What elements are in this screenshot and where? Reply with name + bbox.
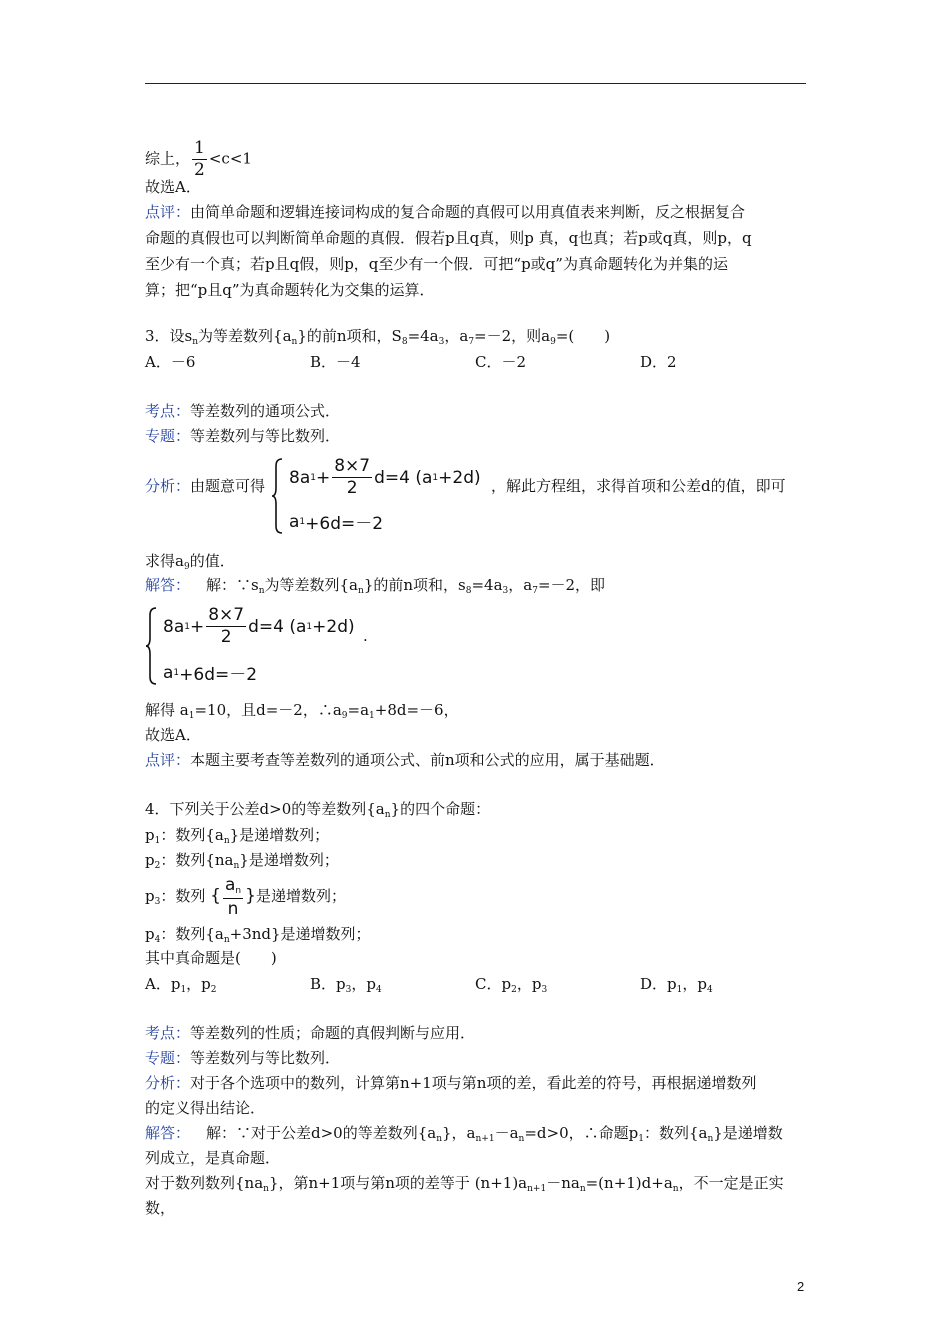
question-4-prompt: 其中真命题是( ): [145, 949, 277, 967]
page-number: 2: [797, 1279, 805, 1294]
equation-system-1: [271, 458, 481, 534]
proposition-p1: $p_1$：数列$\{a_n\}$是递增数列；: [145, 826, 330, 846]
jieda-q3-result: 解得 $a_1=10$，且d=－2，$\therefore a_9=a_1+8d=-6$，: [145, 701, 459, 721]
fenxi-tag: 分析：: [145, 1074, 191, 1092]
fraction-half: [192, 140, 207, 179]
left-brace-icon: [145, 607, 157, 685]
review-tag: 点评：: [145, 203, 191, 221]
equation-row-2: a 1 +6d=－2: [289, 511, 384, 534]
answer-line-q3: 故选A．: [145, 726, 201, 744]
header-rule: [145, 83, 806, 84]
option-a: A．－6: [145, 353, 196, 371]
option-d: D．2: [640, 353, 677, 371]
review-q2-line1: [145, 202, 745, 222]
fenxi-q3-end: 求得$a_9$的值．: [145, 552, 235, 572]
option-d: D．$p_1$，$p_4$: [640, 975, 713, 995]
question-4: 4．下列关于公差d>0的等差数列$\{a_n\}$的四个命题：: [145, 800, 491, 820]
question-3-options: [145, 352, 810, 372]
jieda-q4-line1: 解答： 解：∵对于公差d>0的等差数列$\{a_n\}$，$a_{n+1}-a_n=d>0$，∴命题$p_1$：数列$\{a_n\}$是递增数: [145, 1124, 783, 1144]
fenxi-q4-line1: 分析：对于各个选项中的数列，计算第n+1项与第n项的差，看此差的符号，再根据递增数列: [145, 1074, 757, 1092]
left-brace-icon: [271, 458, 283, 534]
jieda-q4-line3: 对于数列数列$\{na_n\}$，第n+1项与第n项的差等于 $(n+1)a_{n+1}-na_n=(n+1)d+a_n$，不一定是正实: [145, 1174, 784, 1194]
zhuanti-q3: 专题：等差数列与等比数列．: [145, 427, 341, 445]
zhuanti-tag: 专题：: [145, 1049, 191, 1067]
kaodian-tag: 考点：: [145, 1024, 191, 1042]
fenxi-tag: 分析：: [145, 477, 191, 495]
kaodian-q4: 考点：等差数列的性质；命题的真假判断与应用．: [145, 1024, 476, 1042]
jieda-q4-line4: 数，: [145, 1199, 176, 1217]
summary-prefix: 综上，: [145, 149, 191, 168]
equation-period: .: [363, 627, 368, 645]
kaodian-tag: 考点：: [145, 402, 191, 420]
fenxi-q3-lead: 分析：由题意可得: [145, 477, 266, 495]
review-q3: 点评：本题主要考查等差数列的通项公式、前n项和公式的应用，属于基础题．: [145, 751, 665, 769]
review-text: 由简单命题和逻辑连接词构成的复合命题的真假可以用真值表来判断，反之根据复合: [190, 203, 746, 221]
proposition-p3: $p_3$：数列 { $\frac{a_n}{n}$ }是递增数列；: [145, 874, 346, 919]
fraction-den: 2: [194, 160, 205, 180]
zhuanti-q4: 专题：等差数列与等比数列．: [145, 1049, 341, 1067]
jieda-q4-line2: 列成立，是真命题．: [145, 1149, 281, 1167]
option-a: A．$p_1$，$p_2$: [145, 975, 217, 995]
summary-line: [145, 138, 252, 180]
review-q2-line3: 至少有一个真；若p且q假，则p，q至少有一个假．可把“p或q”为真命题转化为并集的运: [145, 255, 728, 273]
review-q2-line4: 算；把“p且q”为真命题转化为交集的运算．: [145, 281, 435, 299]
equation-row-1: 8a 1 + $\frac{8\times 7}{2}$ d=4 (a 1 +2d): [163, 605, 355, 647]
answer-line-q2: 故选A．: [145, 178, 201, 196]
option-b: B．$p_3$，$p_4$: [310, 975, 382, 995]
question-3: 3．设$s_n$为等差数列$\{a_n\}$的前n项和，$S_8=4a_3$，$a_7=-2$，则$a_9=$( ): [145, 327, 611, 347]
fenxi-q4-line2: 的定义得出结论．: [145, 1099, 266, 1117]
proposition-p4: $p_4$：数列$\{a_n+3nd\}$是递增数列；: [145, 925, 371, 945]
equation-row-1: 8a 1 + $\frac{8\times 7}{2}$ d=4 (a 1 +2d): [289, 456, 481, 498]
fenxi-q3-after: ，解此方程组，求得首项和公差d的值，即可: [491, 477, 786, 495]
kaodian-q3: 考点：等差数列的通项公式．: [145, 402, 341, 420]
jieda-tag: 解答：: [145, 576, 191, 594]
review-q2-line2: 命题的真假也可以判断简单命题的真假．假若p且q真，则p 真，q也真；若p或q真，则p，q: [145, 229, 752, 247]
jieda-tag: 解答：: [145, 1124, 191, 1142]
equation-row-2: a 1 +6d=－2: [163, 662, 258, 685]
zhuanti-tag: 专题：: [145, 427, 191, 445]
option-c: C．－2: [475, 353, 527, 371]
option-c: C．$p_2$，$p_3$: [475, 975, 548, 995]
question-4-options: [145, 974, 810, 994]
option-b: B．－4: [310, 353, 361, 371]
review-tag: 点评：: [145, 751, 191, 769]
fraction-num: 1: [194, 138, 205, 158]
jieda-q3: 解答： 解：$\because s_n$为等差数列$\{a_n\}$的前n项和，$s_8=4a_3$，$a_7=-2$，即: [145, 576, 606, 596]
equation-system-2: [145, 607, 355, 685]
proposition-p2: $p_2$：数列$\{na_n\}$是递增数列；: [145, 851, 339, 871]
summary-inequality: <c<1: [208, 149, 252, 168]
